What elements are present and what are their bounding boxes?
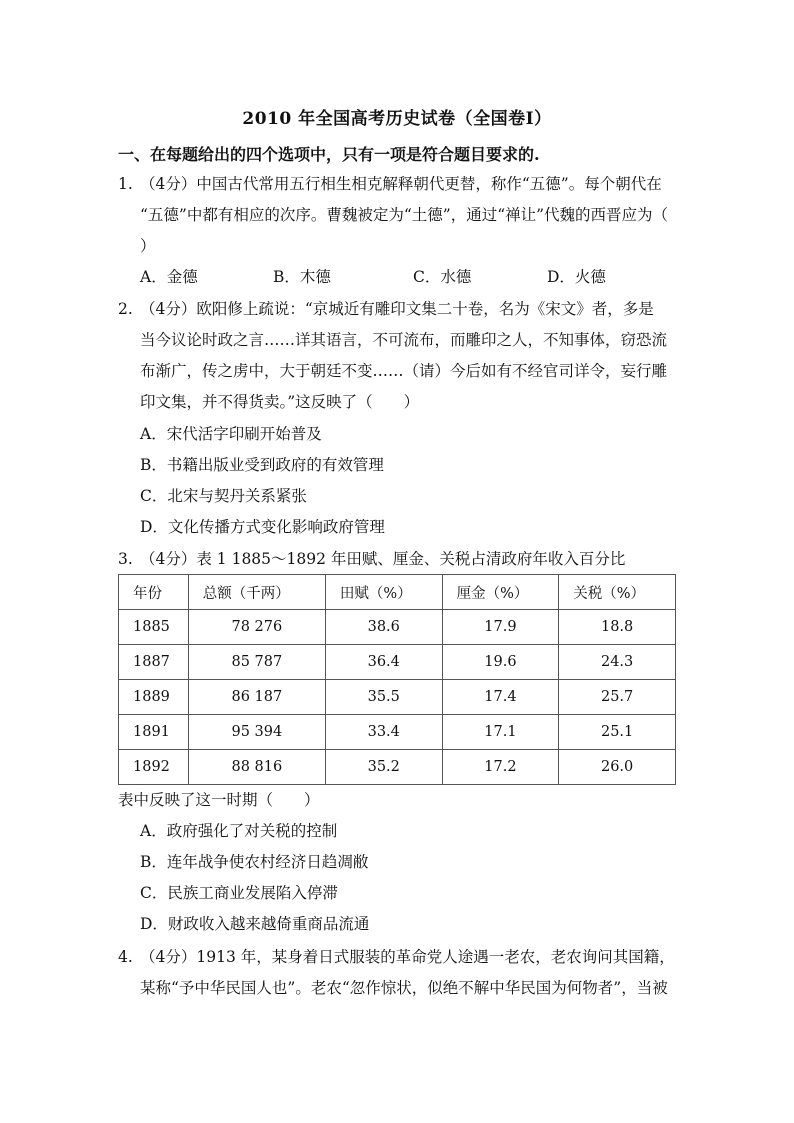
option-d: D．文化传播方式变化影响政府管理 — [140, 518, 385, 536]
option-b: B．书籍出版业受到政府的有效管理 — [140, 456, 384, 474]
table-cell: 36.4 — [325, 645, 442, 680]
question-text-line: 布渐广，传之虏中，大于朝廷不变……（请）今后如有不经官司详令，妄行雕 — [140, 362, 668, 380]
option-c: C．水德 — [413, 268, 472, 286]
option-d: D．财政收入越来越倚重商品流通 — [140, 915, 370, 933]
table-cell: 1885 — [119, 610, 189, 645]
option-a: A．金德 — [140, 268, 198, 286]
table-header-cell: 厘金（%） — [442, 575, 559, 610]
table-cell: 38.6 — [325, 610, 442, 645]
question-text-line: ） — [140, 237, 156, 255]
question-text-line: （4分）欧阳修上疏说：“京城近有雕印文集二十卷，名为《宋文》者，多是 — [140, 300, 654, 318]
table-cell: 1892 — [119, 750, 189, 785]
table-cell: 86 187 — [188, 680, 325, 715]
option-a: A．政府强化了对关税的控制 — [140, 822, 338, 840]
table-row — [119, 715, 676, 750]
table-cell: 35.5 — [325, 680, 442, 715]
table-cell: 24.3 — [559, 645, 676, 680]
table-row — [119, 680, 676, 715]
section-heading: 一、在每题给出的四个选项中，只有一项是符合题目要求的. — [118, 145, 540, 164]
option-b: B．连年战争使农村经济日趋凋敝 — [140, 853, 369, 871]
table-cell: 1889 — [119, 680, 189, 715]
option-c: C．北宋与契丹关系紧张 — [140, 487, 307, 505]
question-text-line: 印文集，并不得货卖。”这反映了（ ） — [140, 393, 420, 411]
table-row — [119, 610, 676, 645]
table-cell: 95 394 — [188, 715, 325, 750]
table-cell: 17.9 — [442, 610, 559, 645]
table-cell: 1887 — [119, 645, 189, 680]
question-number: 4. — [118, 948, 133, 966]
table-cell: 25.1 — [559, 715, 676, 750]
table-cell: 78 276 — [188, 610, 325, 645]
table-header-cell: 总额（千两） — [188, 575, 325, 610]
question-text-line: （4分）1913 年，某身着日式服装的革命党人途遇一老农，老农询问其国籍， — [140, 948, 675, 966]
table-cell: 1891 — [119, 715, 189, 750]
table-header-row — [119, 575, 676, 610]
table-cell: 85 787 — [188, 645, 325, 680]
question-text-line: “五德”中都有相应的次序。曹魏被定为“土德”，通过“禅让”代魏的西晋应为（ — [140, 206, 669, 224]
table-cell: 35.2 — [325, 750, 442, 785]
question-text-line: （4分）表 1 1885～1892 年田赋、厘金、关税占清政府年收入百分比 — [140, 550, 626, 568]
table-cell: 17.1 — [442, 715, 559, 750]
question-text-line: 当今议论时政之言……详其语言，不可流布，而雕印之人，不知事体，窃恐流 — [140, 331, 668, 349]
table-cell: 19.6 — [442, 645, 559, 680]
option-d: D．火德 — [547, 268, 606, 286]
table-header-cell: 田赋（%） — [325, 575, 442, 610]
question-text-line: （4分）中国古代常用五行相生相克解释朝代更替，称作“五德”。每个朝代在 — [140, 175, 662, 193]
page-title: 2010 年全国高考历史试卷（全国卷Ⅰ） — [242, 109, 552, 129]
question-number: 3. — [118, 550, 133, 568]
option-a: A．宋代活字印刷开始普及 — [140, 425, 322, 443]
table-cell: 88 816 — [188, 750, 325, 785]
table-row — [119, 750, 676, 785]
table-cell: 18.8 — [559, 610, 676, 645]
revenue-table — [118, 574, 676, 785]
table-header-cell: 关税（%） — [559, 575, 676, 610]
table-cell: 17.4 — [442, 680, 559, 715]
table-cell: 25.7 — [559, 680, 676, 715]
table-cell: 17.2 — [442, 750, 559, 785]
option-c: C．民族工商业发展陷入停滞 — [140, 884, 338, 902]
question-number: 2. — [118, 300, 133, 318]
table-cell: 33.4 — [325, 715, 442, 750]
table-cell: 26.0 — [559, 750, 676, 785]
option-b: B．木德 — [273, 268, 331, 286]
table-row — [119, 645, 676, 680]
question-text-line: 某称“予中华民国人也”。老农“忽作惊状，似绝不解中华民国为何物者”，当被 — [140, 979, 668, 997]
question-number: 1. — [118, 175, 133, 193]
question-text-line: 表中反映了这一时期（ ） — [118, 791, 320, 809]
table-header-cell: 年份 — [119, 575, 189, 610]
